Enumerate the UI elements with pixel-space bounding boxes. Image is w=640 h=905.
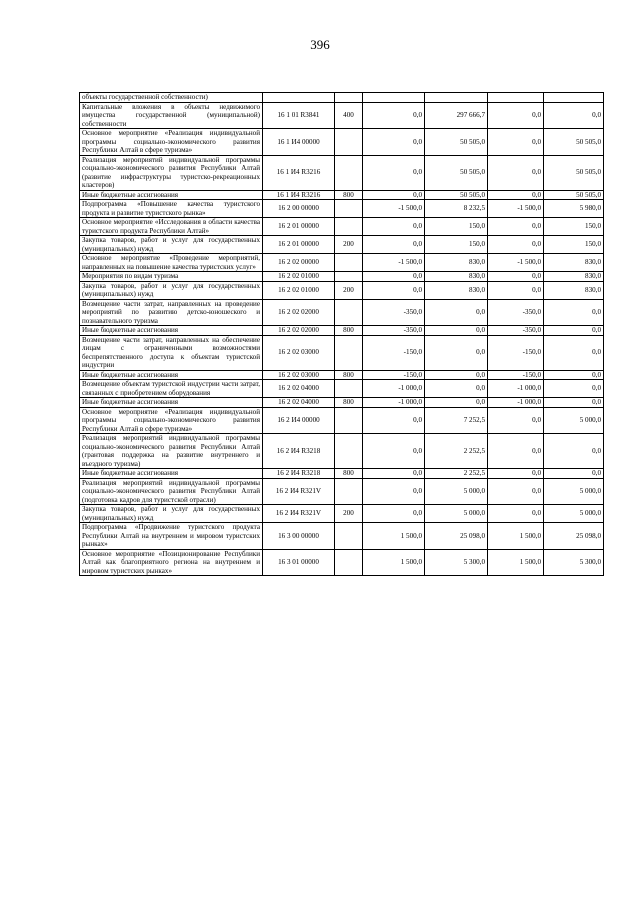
row-value-3-cell: 0,0 (488, 102, 544, 129)
table-row (80, 254, 604, 272)
row-value-4-cell: 0,0 (544, 434, 604, 469)
table-row (80, 272, 604, 282)
row-value-1-cell: 0,0 (363, 407, 425, 434)
row-expense-type-cell: 200 (335, 281, 363, 299)
row-expense-type-cell (335, 129, 363, 156)
row-value-2-cell: 297 666,7 (425, 102, 488, 129)
row-expense-type-cell (335, 549, 363, 576)
row-value-3-cell: -350,0 (488, 326, 544, 336)
row-code-cell: 16 2 02 00000 (263, 254, 335, 272)
row-value-4-cell: 5 000,0 (544, 505, 604, 523)
row-name-cell: Реализация мероприятий индивидуальной программы социально-экономического развития Республики Алтай (подготовка кадров для туристской отрасли) (80, 478, 263, 505)
row-expense-type-cell: 800 (335, 370, 363, 380)
row-name-cell: Подпрограмма «Повышение качества туристского продукта и развитие туристского рынка» (80, 200, 263, 218)
table-row (80, 398, 604, 408)
table-row (80, 380, 604, 398)
row-code-cell: 16 2 И4 00000 (263, 407, 335, 434)
row-value-3-cell: 0,0 (488, 155, 544, 190)
row-value-2-cell: 0,0 (425, 335, 488, 370)
row-value-4-cell: 150,0 (544, 218, 604, 236)
row-value-2-cell: 0,0 (425, 370, 488, 380)
table-row (80, 190, 604, 200)
row-code-cell: 16 2 02 02000 (263, 326, 335, 336)
row-value-3-cell: -150,0 (488, 370, 544, 380)
row-value-3-cell: 1 500,0 (488, 523, 544, 550)
row-value-3-cell: 0,0 (488, 129, 544, 156)
row-code-cell: 16 2 И4 R321V (263, 478, 335, 505)
row-code-cell: 16 2 00 00000 (263, 200, 335, 218)
row-value-1-cell: 0,0 (363, 478, 425, 505)
row-value-3-cell: 0,0 (488, 190, 544, 200)
row-value-3-cell: 0,0 (488, 407, 544, 434)
row-value-4-cell: 150,0 (544, 236, 604, 254)
row-name-cell: Закупка товаров, работ и услуг для государственных (муниципальных) нужд (80, 236, 263, 254)
table-row (80, 299, 604, 326)
row-code-cell: 16 2 И4 R3218 (263, 434, 335, 469)
row-name-cell: объекты государственной собственности) (80, 93, 263, 103)
row-expense-type-cell: 800 (335, 326, 363, 336)
row-name-cell: Мероприятия по видам туризма (80, 272, 263, 282)
row-expense-type-cell: 800 (335, 469, 363, 479)
budget-table (79, 92, 604, 576)
row-name-cell: Основное мероприятие «Реализация индивидуальной программы социально-экономического развития Республики Алтай в сфере туризма» (80, 129, 263, 156)
row-value-2-cell: 2 252,5 (425, 434, 488, 469)
row-code-cell: 16 2 02 04000 (263, 398, 335, 408)
table-row (80, 326, 604, 336)
row-expense-type-cell (335, 478, 363, 505)
row-expense-type-cell (335, 272, 363, 282)
row-value-4-cell: 830,0 (544, 272, 604, 282)
row-value-4-cell: 5 980,0 (544, 200, 604, 218)
row-name-cell: Закупка товаров, работ и услуг для государственных (муниципальных) нужд (80, 505, 263, 523)
table-row (80, 335, 604, 370)
row-expense-type-cell (335, 335, 363, 370)
row-value-2-cell: 0,0 (425, 299, 488, 326)
row-code-cell: 16 2 02 01000 (263, 281, 335, 299)
row-expense-type-cell (335, 218, 363, 236)
row-value-4-cell (544, 93, 604, 103)
table-row (80, 505, 604, 523)
row-expense-type-cell: 200 (335, 505, 363, 523)
row-value-2-cell: 5 000,0 (425, 505, 488, 523)
row-value-2-cell: 25 098,0 (425, 523, 488, 550)
row-expense-type-cell (335, 380, 363, 398)
row-code-cell: 16 2 И4 R321V (263, 505, 335, 523)
table-row (80, 236, 604, 254)
row-value-1-cell: -350,0 (363, 326, 425, 336)
row-code-cell: 16 3 01 00000 (263, 549, 335, 576)
row-value-3-cell: 0,0 (488, 434, 544, 469)
row-value-1-cell: 0,0 (363, 469, 425, 479)
row-value-4-cell: 830,0 (544, 281, 604, 299)
row-value-1-cell: 0,0 (363, 129, 425, 156)
table-row (80, 102, 604, 129)
row-name-cell: Основное мероприятие «Позиционирование Республики Алтай как благоприятного региона на внутреннем и мировом туристских рынках» (80, 549, 263, 576)
table-row (80, 93, 604, 103)
row-value-3-cell: 0,0 (488, 281, 544, 299)
row-value-3-cell: 1 500,0 (488, 549, 544, 576)
row-value-1-cell: 0,0 (363, 218, 425, 236)
row-name-cell: Основное мероприятие «Исследования в области качества туристского продукта Республики Алтай» (80, 218, 263, 236)
row-expense-type-cell (335, 523, 363, 550)
table-row (80, 434, 604, 469)
row-value-1-cell: 0,0 (363, 236, 425, 254)
row-value-3-cell: -1 000,0 (488, 398, 544, 408)
row-code-cell: 16 2 01 00000 (263, 236, 335, 254)
row-expense-type-cell (335, 93, 363, 103)
row-value-3-cell: -1 500,0 (488, 254, 544, 272)
row-code-cell (263, 93, 335, 103)
table-row (80, 523, 604, 550)
table-row (80, 478, 604, 505)
row-value-2-cell: 830,0 (425, 272, 488, 282)
table-row (80, 407, 604, 434)
row-value-2-cell: 150,0 (425, 218, 488, 236)
row-name-cell: Иные бюджетные ассигнования (80, 469, 263, 479)
row-code-cell: 16 1 И4 00000 (263, 129, 335, 156)
row-value-1-cell: 0,0 (363, 190, 425, 200)
row-expense-type-cell: 400 (335, 102, 363, 129)
row-expense-type-cell (335, 434, 363, 469)
row-code-cell: 16 2 01 00000 (263, 218, 335, 236)
row-value-2-cell: 8 232,5 (425, 200, 488, 218)
row-value-2-cell: 0,0 (425, 380, 488, 398)
row-value-4-cell: 0,0 (544, 370, 604, 380)
row-value-1-cell: -1 000,0 (363, 380, 425, 398)
row-value-1-cell: -1 500,0 (363, 200, 425, 218)
table-row (80, 469, 604, 479)
row-value-2-cell: 2 252,5 (425, 469, 488, 479)
row-value-1-cell: 0,0 (363, 281, 425, 299)
row-expense-type-cell (335, 299, 363, 326)
row-expense-type-cell: 800 (335, 190, 363, 200)
row-value-1-cell: 0,0 (363, 102, 425, 129)
row-code-cell: 16 2 02 01000 (263, 272, 335, 282)
row-name-cell: Основное мероприятие «Проведение мероприятий, направленных на повышение качества туристских услуг» (80, 254, 263, 272)
row-value-1-cell: -1 000,0 (363, 398, 425, 408)
row-value-4-cell: 0,0 (544, 102, 604, 129)
row-code-cell: 16 1 И4 R3216 (263, 190, 335, 200)
row-value-1-cell: 0,0 (363, 434, 425, 469)
page-number: 396 (310, 37, 330, 52)
row-expense-type-cell (335, 200, 363, 218)
row-code-cell: 16 2 02 03000 (263, 370, 335, 380)
table-row (80, 200, 604, 218)
row-value-1-cell: 0,0 (363, 155, 425, 190)
row-value-3-cell: 0,0 (488, 272, 544, 282)
row-value-4-cell: 0,0 (544, 299, 604, 326)
row-value-4-cell: 50 505,0 (544, 129, 604, 156)
row-value-4-cell: 0,0 (544, 398, 604, 408)
table-row (80, 370, 604, 380)
row-name-cell: Основное мероприятие «Реализация индивидуальной программы социально-экономического развития Республики Алтай в сфере туризма» (80, 407, 263, 434)
row-name-cell: Возмещение объектам туристской индустрии части затрат, связанных с приобретением оборудования (80, 380, 263, 398)
row-expense-type-cell: 200 (335, 236, 363, 254)
row-code-cell: 16 2 02 03000 (263, 335, 335, 370)
row-value-2-cell: 50 505,0 (425, 155, 488, 190)
row-value-2-cell (425, 93, 488, 103)
table-row (80, 155, 604, 190)
row-value-4-cell: 0,0 (544, 380, 604, 398)
table-row (80, 129, 604, 156)
row-value-4-cell: 5 000,0 (544, 478, 604, 505)
table-row (80, 549, 604, 576)
row-name-cell: Реализация мероприятий индивидуальной программы социально-экономического развития Республики Алтай (грантовая поддержка на развитие внутреннего и въездного туризма) (80, 434, 263, 469)
row-expense-type-cell (335, 254, 363, 272)
row-value-4-cell: 0,0 (544, 469, 604, 479)
row-value-4-cell: 50 505,0 (544, 155, 604, 190)
row-name-cell: Возмещение части затрат, направленных на проведение мероприятий по развитию детско-юношеского и познавательного туризма (80, 299, 263, 326)
row-value-1-cell: 0,0 (363, 272, 425, 282)
row-name-cell: Подпрограмма «Продвижение туристского продукта Республики Алтай на внутреннем и мировом туристских рынках» (80, 523, 263, 550)
row-name-cell: Иные бюджетные ассигнования (80, 398, 263, 408)
row-value-1-cell: 1 500,0 (363, 549, 425, 576)
row-value-4-cell: 5 300,0 (544, 549, 604, 576)
row-value-2-cell: 830,0 (425, 254, 488, 272)
row-value-3-cell: -1 000,0 (488, 380, 544, 398)
table-body (80, 93, 604, 576)
row-value-3-cell: 0,0 (488, 218, 544, 236)
row-expense-type-cell (335, 155, 363, 190)
row-code-cell: 16 3 00 00000 (263, 523, 335, 550)
row-value-1-cell: 1 500,0 (363, 523, 425, 550)
row-code-cell: 16 1 И4 R3216 (263, 155, 335, 190)
row-code-cell: 16 2 02 04000 (263, 380, 335, 398)
row-value-3-cell: -350,0 (488, 299, 544, 326)
row-name-cell: Иные бюджетные ассигнования (80, 370, 263, 380)
row-value-4-cell: 50 505,0 (544, 190, 604, 200)
row-value-1-cell: -1 500,0 (363, 254, 425, 272)
row-value-2-cell: 0,0 (425, 326, 488, 336)
row-value-2-cell: 50 505,0 (425, 190, 488, 200)
row-name-cell: Закупка товаров, работ и услуг для государственных (муниципальных) нужд (80, 281, 263, 299)
row-value-2-cell: 7 252,5 (425, 407, 488, 434)
row-value-3-cell: -1 500,0 (488, 200, 544, 218)
row-code-cell: 16 1 01 R3841 (263, 102, 335, 129)
row-value-1-cell: -350,0 (363, 299, 425, 326)
row-value-1-cell (363, 93, 425, 103)
row-value-2-cell: 5 000,0 (425, 478, 488, 505)
row-value-4-cell: 0,0 (544, 326, 604, 336)
row-value-1-cell: -150,0 (363, 370, 425, 380)
row-value-4-cell: 830,0 (544, 254, 604, 272)
row-value-3-cell: 0,0 (488, 236, 544, 254)
row-code-cell: 16 2 02 02000 (263, 299, 335, 326)
row-name-cell: Реализация мероприятий индивидуальной программы социально-экономического развития Республики Алтай (развитие инфраструктуры туристско-рекреационных кластеров) (80, 155, 263, 190)
row-code-cell: 16 2 И4 R3218 (263, 469, 335, 479)
row-value-3-cell: 0,0 (488, 478, 544, 505)
row-name-cell: Иные бюджетные ассигнования (80, 326, 263, 336)
row-name-cell: Капитальные вложения в объекты недвижимого имущества государственной (муниципальной) собственности (80, 102, 263, 129)
row-name-cell: Иные бюджетные ассигнования (80, 190, 263, 200)
row-value-2-cell: 830,0 (425, 281, 488, 299)
row-value-3-cell: 0,0 (488, 505, 544, 523)
row-value-2-cell: 50 505,0 (425, 129, 488, 156)
row-value-1-cell: 0,0 (363, 505, 425, 523)
row-value-4-cell: 5 000,0 (544, 407, 604, 434)
row-expense-type-cell: 800 (335, 398, 363, 408)
row-value-2-cell: 5 300,0 (425, 549, 488, 576)
row-value-2-cell: 150,0 (425, 236, 488, 254)
row-value-1-cell: -150,0 (363, 335, 425, 370)
row-expense-type-cell (335, 407, 363, 434)
table-row (80, 218, 604, 236)
row-value-3-cell: -150,0 (488, 335, 544, 370)
row-value-4-cell: 0,0 (544, 335, 604, 370)
row-value-3-cell: 0,0 (488, 469, 544, 479)
row-value-3-cell (488, 93, 544, 103)
row-value-4-cell: 25 098,0 (544, 523, 604, 550)
row-name-cell: Возмещение части затрат, направленных на обеспечение лицам с ограниченными возможностями беспрепятственного доступа к объектам туристской индустрии (80, 335, 263, 370)
row-value-2-cell: 0,0 (425, 398, 488, 408)
table-row (80, 281, 604, 299)
